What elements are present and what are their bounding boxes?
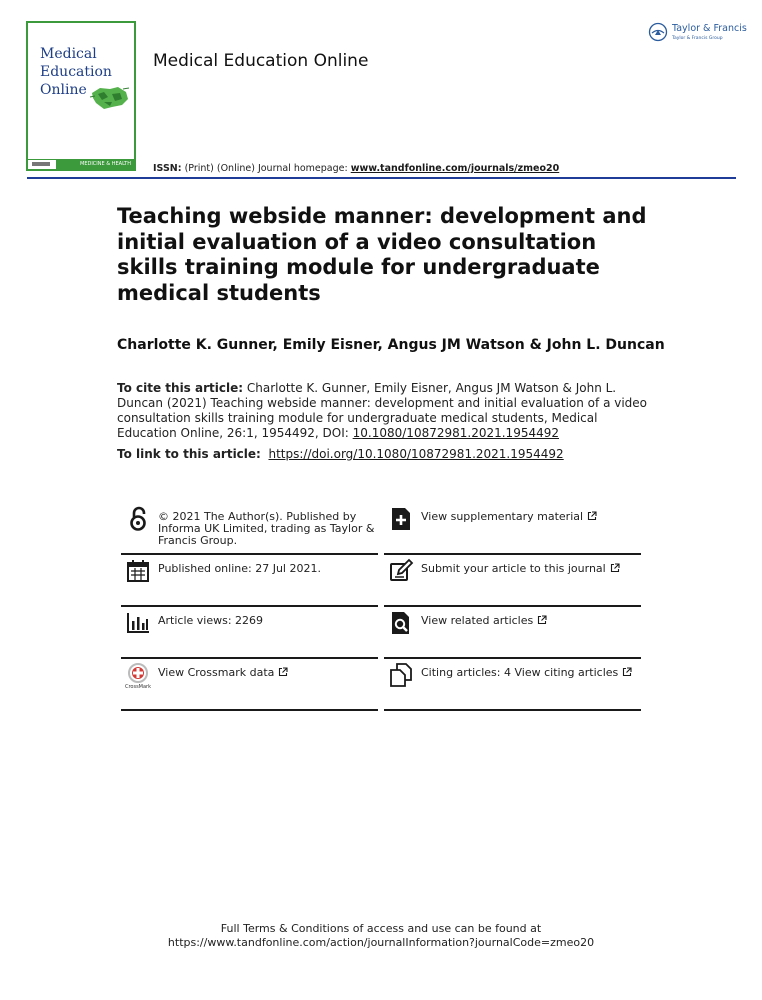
publisher-logo-subtitle: Taylor & Francis Group (672, 36, 723, 41)
published-date: Published online: 27 Jul 2021. (158, 562, 321, 575)
publisher-logo-name: Taylor & Francis (672, 23, 747, 34)
related-text: View related articles (421, 614, 534, 627)
crossmark-text: View Crossmark data (158, 666, 275, 679)
cover-title-line-2: Education (40, 64, 112, 80)
bar-chart-icon (125, 610, 151, 636)
journal-homepage-link[interactable]: www.tandfonline.com/journals/zmeo20 (350, 163, 560, 174)
submit-article-label[interactable] (421, 563, 643, 575)
journal-cover-image (26, 21, 136, 171)
terms-footer-url[interactable]: https://www.tandfonline.com/action/journalInformation?journalCode=zmeo20 (167, 936, 595, 949)
supplementary-text: View supplementary material (421, 510, 584, 523)
external-link-icon (587, 511, 597, 521)
article-link-line (117, 447, 564, 461)
supplementary-link-label[interactable] (421, 511, 643, 523)
issn-text: (Print) (Online) Journal homepage: (184, 163, 348, 174)
article-views: Article views: 2269 (158, 614, 264, 627)
cover-bottom-band (28, 159, 134, 169)
add-document-icon (388, 506, 414, 532)
article-link-label: To link to this article: (117, 447, 261, 461)
citing-articles-link[interactable] (384, 657, 641, 711)
crossmark-info[interactable] (121, 657, 378, 711)
published-info (121, 553, 378, 607)
submit-text: Submit your article to this journal (421, 562, 606, 575)
publisher-logo[interactable] (648, 22, 748, 46)
cover-mini-logo (32, 162, 50, 166)
external-link-icon (537, 615, 547, 625)
license-text: © 2021 The Author(s). Published by Informa UK Limited, trading as Taylor & Francis Group. (158, 510, 375, 547)
cover-title-line-1: Medical (40, 46, 97, 62)
external-link-icon (610, 563, 620, 573)
supplementary-link[interactable] (384, 501, 641, 555)
article-title: Teaching webside manner: development and initial evaluation of a video consultation skills training module for undergraduate medical students (117, 204, 647, 305)
citing-text: Citing articles: 4 View citing articles (421, 666, 619, 679)
issn-line (153, 163, 559, 174)
terms-footer-line-1: Full Terms & Conditions of access and use can be found at (220, 922, 542, 935)
citation-block (117, 381, 647, 441)
citation-label: To cite this article: (117, 381, 244, 395)
external-link-icon (622, 667, 632, 677)
terms-footer (0, 922, 762, 950)
doi-link[interactable]: 10.1080/10872981.2021.1954492 (352, 426, 559, 440)
header-divider (27, 177, 736, 179)
cover-band-label: MEDICINE & HEALTH (56, 160, 134, 169)
license-info (121, 501, 378, 555)
related-articles-link[interactable] (384, 605, 641, 659)
open-access-icon (125, 506, 151, 532)
citing-documents-icon (388, 662, 414, 688)
calendar-icon (125, 558, 151, 584)
article-authors: Charlotte K. Gunner, Emily Eisner, Angus JM Watson & John L. Duncan (117, 337, 665, 353)
cover-map-graphic (90, 85, 130, 111)
citation-text: Charlotte K. Gunner, Emily Eisner, Angus JM Watson & John L. Duncan (2021) Teaching webside manner: development and initial evaluation of a video consultation skills training module for undergraduate medical students, Medical Education Online, 26:1, 1954492, DOI: (117, 381, 648, 440)
submit-article-link[interactable] (384, 553, 641, 607)
search-document-icon (388, 610, 414, 636)
article-doi-url[interactable]: https://doi.org/10.1080/10872981.2021.1954492 (268, 447, 564, 461)
edit-icon (388, 558, 414, 584)
cover-title-line-3: Online (40, 82, 87, 98)
issn-label: ISSN: (153, 163, 182, 174)
crossmark-badge-label: CrossMark (124, 684, 152, 690)
citing-articles-label[interactable] (421, 667, 643, 679)
crossmark-link[interactable] (158, 667, 380, 679)
journal-name: Medical Education Online (153, 51, 369, 71)
publisher-logo-icon (648, 22, 668, 42)
related-articles-label[interactable] (421, 615, 643, 627)
external-link-icon (278, 667, 288, 677)
views-info (121, 605, 378, 659)
